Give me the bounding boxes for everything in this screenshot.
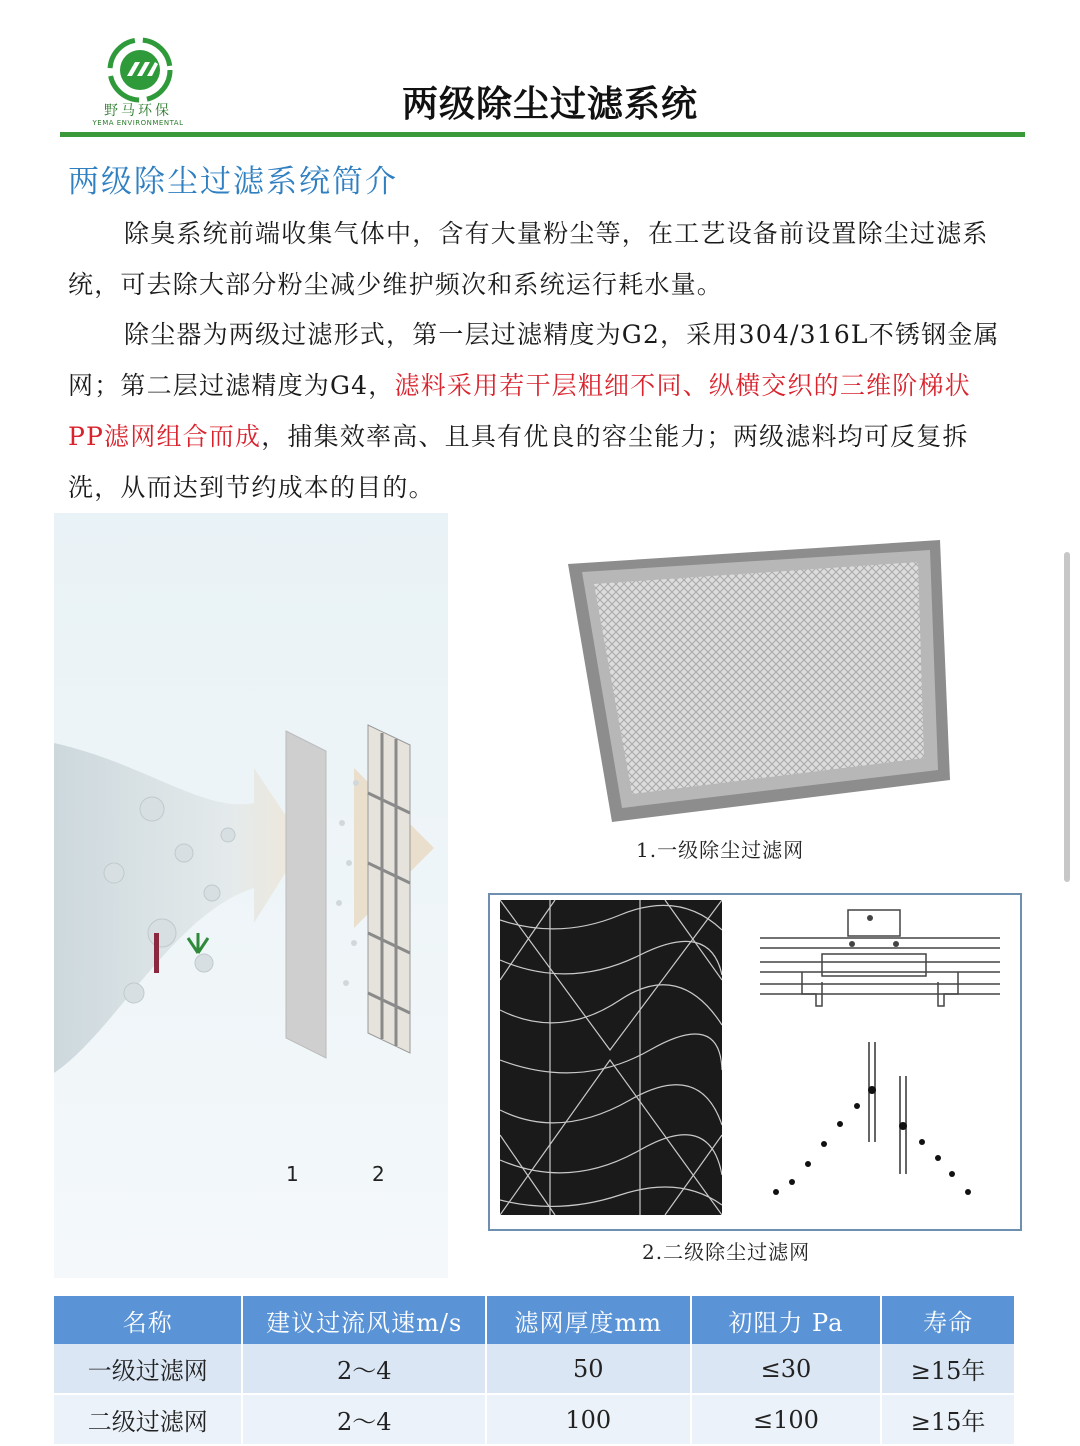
- page-title: 两级除尘过滤系统: [401, 84, 698, 125]
- filter-stage-2-label: 2: [372, 1162, 385, 1186]
- header-lifespan: 寿命: [881, 1296, 1015, 1344]
- intro-paragraph-2: [68, 309, 1003, 513]
- table-row: [54, 1344, 1015, 1394]
- table-header-row: [54, 1296, 1015, 1344]
- paragraph-2-text-b: ，捕集效率高、且具有优良的容尘能力；两级滤料均可反复拆洗，从而达到节约成本的目的。: [68, 422, 969, 502]
- filter-spec-table: [54, 1296, 1016, 1446]
- paragraph-2-highlight: 滤料采用若干层粗细不同、纵横交织的三维阶梯状PP滤网组合而成: [68, 371, 971, 451]
- section-title: 两级除尘过滤系统简介: [68, 164, 398, 200]
- two-stage-filtration-illustration: [54, 513, 448, 1278]
- table-cell: 100: [486, 1394, 691, 1445]
- paragraph-2-text-a: 除尘器为两级过滤形式，第一层过滤精度为G2，采用304/316L不锈钢金属网；第二层过滤精度为G4，: [68, 320, 1000, 400]
- header-thickness: 滤网厚度mm: [486, 1296, 691, 1344]
- header-name: 名称: [54, 1296, 242, 1344]
- caption-secondary-filter: 2.二级除尘过滤网: [642, 1240, 811, 1264]
- table-row: [54, 1394, 1015, 1445]
- table-cell: ≥15年: [881, 1394, 1015, 1445]
- logo-text-en: YEMA ENVIRONMENTAL: [92, 119, 184, 127]
- table-cell: 二级过滤网: [54, 1394, 242, 1445]
- logo-text-cn: 野马环保: [104, 103, 172, 119]
- table-cell: 50: [486, 1344, 691, 1394]
- primary-filter-photo: [560, 540, 952, 822]
- table-cell: ≤100: [691, 1394, 882, 1445]
- secondary-filter-mesh-photo: [500, 900, 722, 1215]
- header-divider: [60, 132, 1025, 137]
- header-resistance: 初阻力 Pa: [691, 1296, 882, 1344]
- caption-primary-filter: 1.一级除尘过滤网: [636, 838, 805, 862]
- paragraph-1-text: 除臭系统前端收集气体中，含有大量粉尘等，在工艺设备前设置除尘过滤系统，可去除大部分粉尘减少维护频次和系统运行耗水量。: [68, 219, 989, 299]
- secondary-filter-structure-diagram: [752, 902, 1007, 1212]
- table-cell: ≤30: [691, 1344, 882, 1394]
- header-velocity: 建议过流风速m/s: [242, 1296, 486, 1344]
- filter-stage-1-label: 1: [286, 1162, 299, 1186]
- table-cell: ≥15年: [881, 1344, 1015, 1394]
- vertical-scrollbar[interactable]: [1064, 552, 1070, 882]
- table-cell: 2～4: [242, 1344, 486, 1394]
- table-cell: 2～4: [242, 1394, 486, 1445]
- company-logo: [100, 36, 180, 106]
- table-cell: 一级过滤网: [54, 1344, 242, 1394]
- intro-paragraph-1: [68, 208, 1003, 310]
